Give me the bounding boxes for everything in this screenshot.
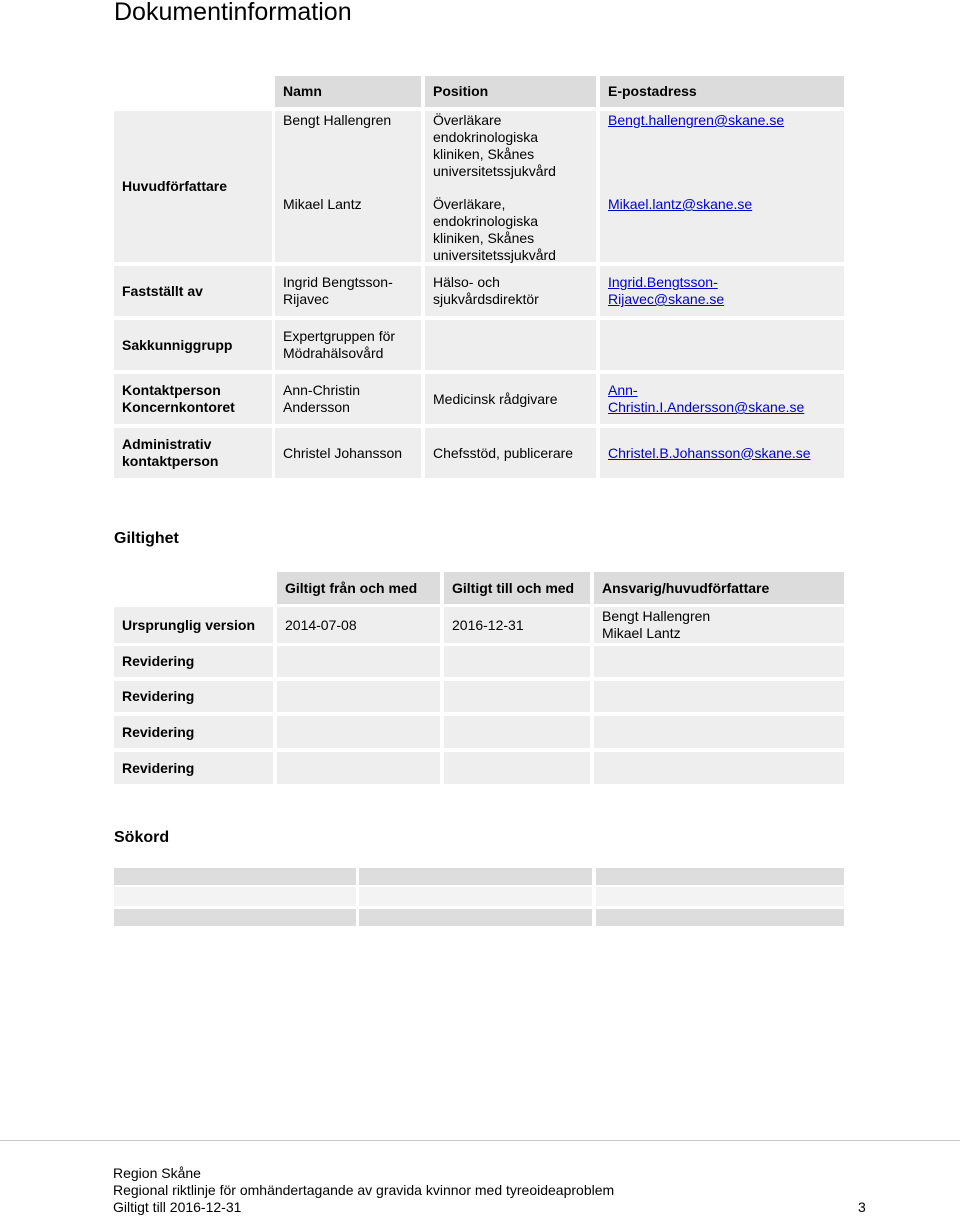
validity-responsible: Bengt Hallengren Mikael Lantz [594,607,844,643]
revision-cell-empty [594,681,844,712]
footer-organization: Region Skåne [113,1165,201,1181]
keyword-cell [359,887,592,906]
huvud-position-cell [425,111,596,262]
email-link-ingrid[interactable]: Ingrid.Bengtsson- Rijavec@skane.se [608,274,725,307]
kontakt-name: Ann-Christin Andersson [275,374,421,424]
author-name-1: Bengt Hallengren [283,112,392,128]
row-label-huvudforfattare: Huvudförfattare [114,111,272,262]
keyword-cell [359,868,592,885]
revision-cell-empty [444,646,590,677]
revision-cell-empty [277,646,440,677]
sakkunnig-name: Expertgruppen för Mödrahälsovård [275,320,421,370]
revision-cell-empty [277,681,440,712]
huvud-email-cell [600,111,844,262]
page-number: 3 [858,1199,866,1215]
email-link-ann-christin[interactable]: Ann- Christin.I.Andersson@skane.se [608,382,805,415]
keyword-cell [359,909,592,926]
revision-cell-empty [594,646,844,677]
huvud-name-cell [275,111,421,262]
revision-cell-empty [277,752,440,784]
footer-document-title: Regional riktlinje för omhändertagande av gravida kvinnor med tyreoideaproblem [113,1182,615,1198]
col-header-giltigt-till: Giltigt till och med [444,572,590,604]
validity-from: 2014-07-08 [277,607,440,643]
revision-row-label: Revidering [114,681,273,712]
author-position-2: Överläkare, endokrinologiska kliniken, Skånes universitetssjukvård [433,196,556,263]
row-label-sakkunniggrupp: Sakkunniggrupp [114,320,272,370]
email-link-mikael[interactable]: Mikael.lantz@skane.se [608,196,753,212]
row-label-administrativ: Administrativ kontaktperson [114,428,272,478]
revision-row-label: Revidering [114,752,273,784]
col-header-namn: Namn [275,76,421,107]
admin-name: Christel Johansson [275,428,421,478]
keyword-cell [114,868,356,885]
revision-cell-empty [277,716,440,748]
email-link-bengt[interactable]: Bengt.hallengren@skane.se [608,112,785,128]
email-link-christel[interactable]: Christel.B.Johansson@skane.se [608,444,811,461]
col-header-position: Position [425,76,596,107]
keyword-cell [596,909,844,926]
validity-row-label: Ursprunglig version [114,607,273,643]
footer-divider [0,1140,960,1141]
col-header-epost: E-postadress [600,76,844,107]
revision-cell-empty [594,716,844,748]
keyword-cell [596,887,844,906]
revision-cell-empty [444,716,590,748]
author-name-2: Mikael Lantz [283,196,362,212]
validity-to: 2016-12-31 [444,607,590,643]
page-title: Dokumentinformation [114,0,352,26]
col-header-giltigt-fran: Giltigt från och med [277,572,440,604]
keyword-cell [114,887,356,906]
faststallt-email-cell [600,266,844,316]
sakkunnig-position-empty [425,320,596,370]
footer-validity: Giltigt till 2016-12-31 [113,1199,242,1215]
section-heading-sokord: Sökord [114,829,170,846]
col-header-ansvarig: Ansvarig/huvudförfattare [594,572,844,604]
faststallt-name: Ingrid Bengtsson- Rijavec [275,266,421,316]
admin-position: Chefsstöd, publicerare [425,428,596,478]
admin-email-cell [600,428,844,478]
keyword-cell [596,868,844,885]
section-heading-giltighet: Giltighet [114,530,179,547]
revision-row-label: Revidering [114,716,273,748]
keyword-cell [114,909,356,926]
row-label-faststallt: Fastställt av [114,266,272,316]
kontakt-email-cell [600,374,844,424]
author-position-1: Överläkare endokrinologiska kliniken, Skånes universitetssjukvård [433,112,556,179]
row-label-kontaktperson: Kontaktperson Koncernkontoret [114,374,272,424]
sakkunnig-email-empty [600,320,844,370]
revision-cell-empty [444,681,590,712]
revision-row-label: Revidering [114,646,273,677]
kontakt-position: Medicinsk rådgivare [425,374,596,424]
revision-cell-empty [594,752,844,784]
revision-cell-empty [444,752,590,784]
faststallt-position: Hälso- och sjukvårdsdirektör [425,266,596,316]
